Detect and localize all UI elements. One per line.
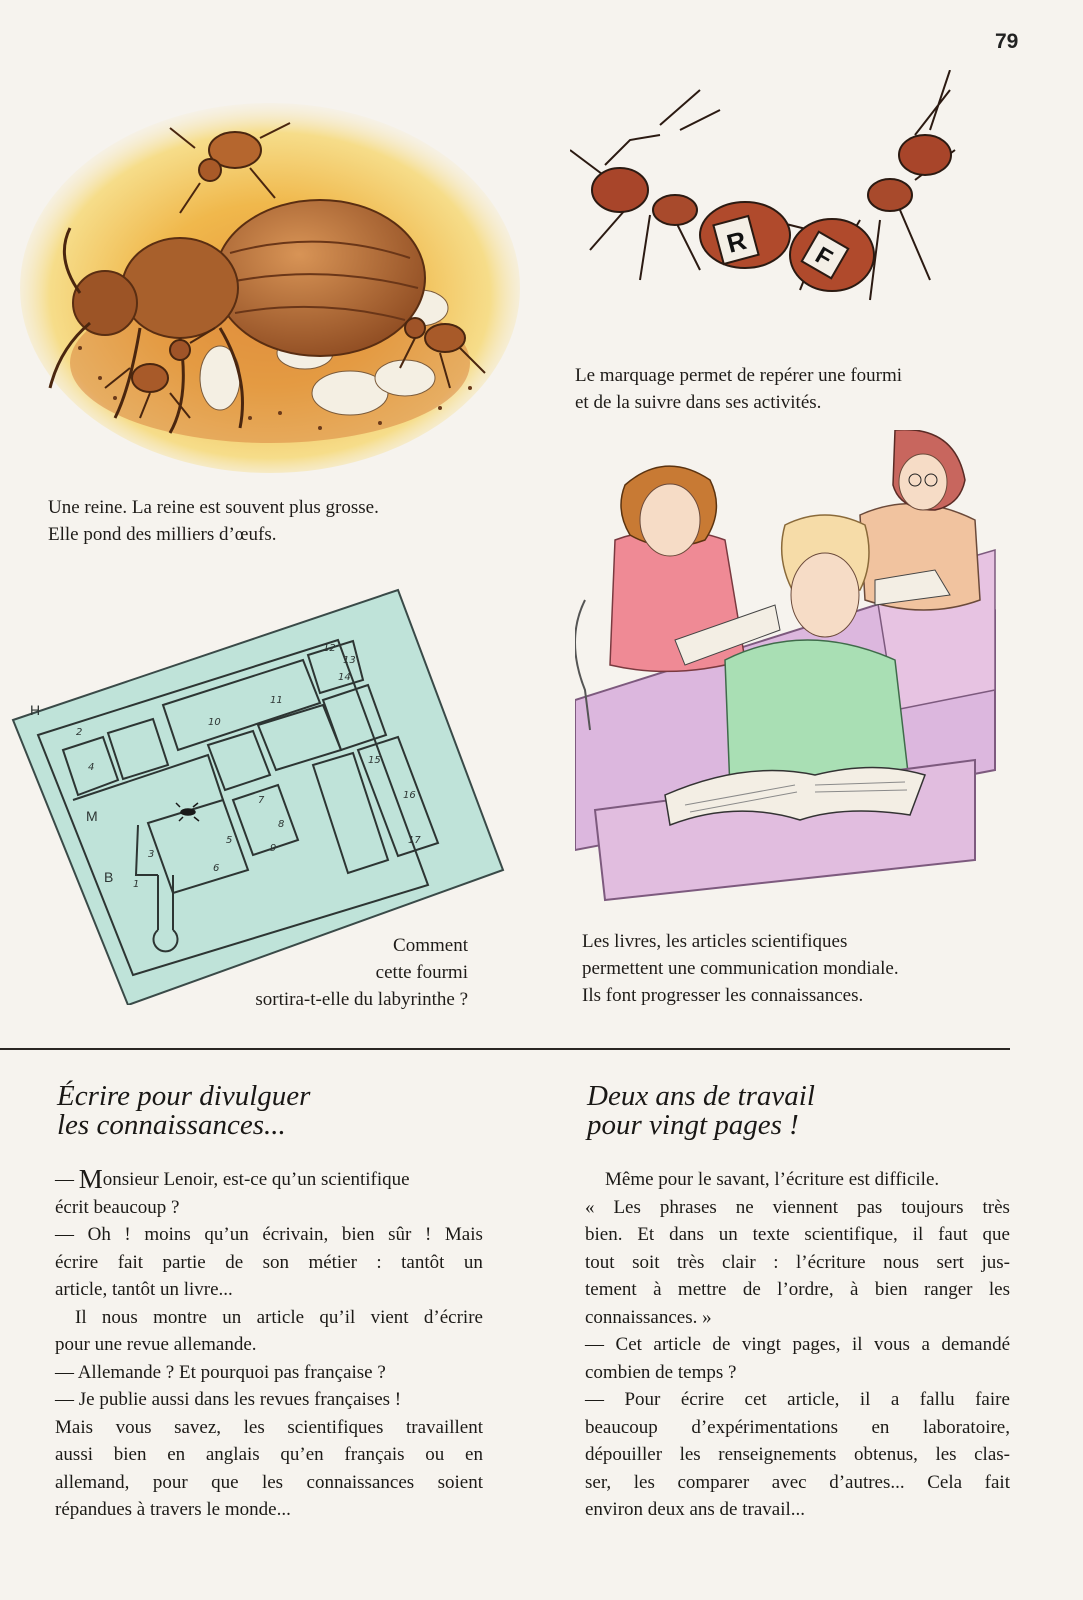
text-line: beaucoup d’expérimentations en laboratoire, — [585, 1416, 1010, 1438]
left-section-title: Écrire pour divulguer les connaissances... — [57, 1080, 311, 1141]
text-line: écrire fait partie de son métier : tantôt un — [55, 1251, 483, 1273]
maze-room-label: 9 — [270, 843, 277, 854]
text-line: article, tantôt un livre... — [55, 1279, 233, 1300]
maze-room-label: 13 — [343, 655, 356, 666]
maze-room-label: 6 — [213, 863, 220, 874]
maze-room-label: 16 — [403, 790, 416, 801]
text-line: aussi bien en anglais qu’en français ou en — [55, 1444, 483, 1465]
text-line: environ deux ans de travail... — [585, 1499, 806, 1520]
maze-zone-b: B — [104, 869, 114, 885]
maze-room-label: 11 — [270, 695, 283, 706]
text-line: « Les phrases ne viennent pas toujours très — [585, 1196, 1010, 1218]
text-line: — Cet article de vingt pages, il vous a demandé — [585, 1334, 1010, 1355]
maze-room-label: 2 — [76, 727, 83, 738]
maze-room-label: 1 — [133, 879, 140, 890]
maze-room-label: 5 — [226, 835, 233, 846]
right-section-body — [585, 1166, 1010, 1524]
maze-room-label: 4 — [88, 762, 95, 773]
text-line: répandues à travers le monde... — [55, 1499, 291, 1520]
text-line: allemand, pour que les connaissances soient — [55, 1471, 483, 1493]
caption-queen: Une reine. La reine est souvent plus grosse. Elle pond des milliers d’œufs. — [48, 497, 379, 545]
text-line: tout soit très clair : l’écriture nous sert jus- — [585, 1251, 1010, 1273]
maze-room-label: 12 — [323, 643, 336, 654]
caption-maze: Comment cette fourmi sortira-t-elle du labyrinthe ? — [255, 935, 468, 1010]
text-line: ser, les comparer avec d’autres... Cela fait — [585, 1471, 1010, 1493]
text-line: — Allemande ? Et pourquoi pas française ? — [55, 1361, 386, 1383]
students-reading-illustration — [575, 430, 1005, 915]
section-divider — [0, 1048, 1010, 1050]
text-line: Même pour le savant, l’écriture est difficile. — [605, 1169, 940, 1190]
right-section-title: Deux ans de travail pour vingt pages ! — [587, 1080, 815, 1141]
text-line: bien. Et dans un texte scientifique, il faut que — [585, 1224, 1010, 1245]
caption-marking: Le marquage permet de repérer une fourmi et de la suivre dans ses activités. — [575, 365, 903, 413]
ant-tag-f: F — [810, 241, 837, 273]
text-line: Mais vous savez, les scientifiques travaillent — [55, 1416, 483, 1438]
text-line: écrit beaucoup ? — [55, 1196, 180, 1218]
text-line: — M onsieur Lenoir, est-ce qu’un scientifique — [55, 1164, 410, 1194]
text-line: dépouiller les renseignements obtenus, les clas- — [585, 1444, 1010, 1465]
maze-zone-h: H — [30, 702, 41, 718]
maze-room-label: 3 — [148, 849, 155, 860]
text-line: connaissances. » — [585, 1306, 712, 1328]
maze-room-label: 17 — [408, 835, 421, 846]
maze-room-label: 15 — [368, 755, 381, 766]
text-line: pour une revue allemande. — [55, 1334, 257, 1355]
maze-zone-m: M — [86, 808, 98, 824]
page-number: 79 — [995, 30, 1019, 53]
maze-room-label: 7 — [258, 795, 265, 806]
text-line: combien de temps ? — [585, 1361, 737, 1383]
text-line: — Je publie aussi dans les revues françaises ! — [55, 1389, 402, 1410]
text-line: — Oh ! moins qu’un écrivain, bien sûr ! Mais — [55, 1224, 483, 1245]
text-line: Il nous montre un article qu’il vient d’écrire — [75, 1306, 483, 1328]
caption-books: Les livres, les articles scientifiques permettent une communication mondiale. Ils font progresser les connaissances. — [582, 931, 899, 1006]
text-line: — Pour écrire cet article, il a fallu faire — [585, 1389, 1010, 1410]
left-section-body — [55, 1166, 483, 1524]
maze-room-label: 14 — [338, 672, 351, 683]
queen-ant-illustration — [20, 88, 520, 473]
marked-ants-illustration — [570, 70, 990, 355]
text-line: tement à mettre de l’ordre, à bien ranger les — [585, 1279, 1010, 1300]
maze-room-label: 8 — [278, 819, 285, 830]
maze-room-label: 10 — [208, 717, 221, 728]
ant-tag-r: R — [723, 225, 750, 259]
